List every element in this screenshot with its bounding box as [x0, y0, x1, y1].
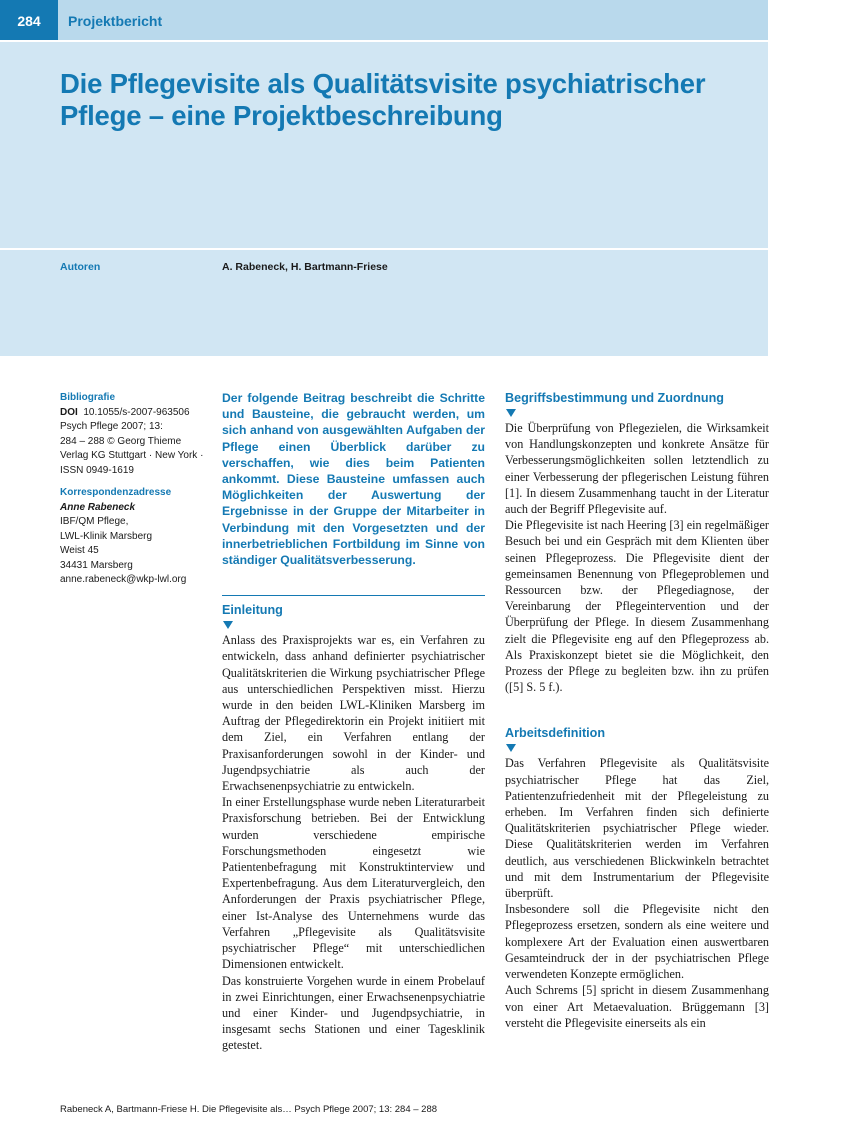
paragraph: Das konstruierte Vorgehen wurde in einem Probelauf in zwei Einrichtungen, einer Erwachsenenpsychiatrie und einer Kinder- und Jugendpsychiatrie, in insgesamt sechs Stationen und einer Tagesklinik getestet.	[222, 973, 485, 1053]
triangle-down-icon	[223, 621, 233, 629]
authors-label: Autoren	[60, 261, 101, 273]
page-number: 284	[0, 0, 58, 40]
paragraph: Insbesondere soll die Pflegevisite nicht den Pflegeprozess ersetzen, sondern als eine weitere und komplexere Art der Evaluation einen auswertbaren Gesamteindruck der in der psychiatrischen Pflege verwendeten Konzepte ermöglichen.	[505, 902, 769, 982]
correspondence-heading: Korrespondenzadresse	[60, 487, 172, 498]
title-line-1: Die Pflegevisite als Qualitätsvisite psychiatrischer	[60, 68, 706, 99]
bib-line: Psych Pflege 2007; 13:	[60, 421, 163, 432]
paragraph: Anlass des Praxisprojekts war es, ein Verfahren zu entwickeln, dass anhand definierter psychiatrischer Qualitätskriterien die Wirkung psychiatrischer Pflege aus unterschiedlichen Perspektiven misst. Hierzu wurde in den beiden LWL-Kliniken Marsberg im Auftrag der Pflegedirektorin ein Projekt initiiert mit dem Ziel, ein Verfahren entlang der Praxisanforderungen sowohl in der Kinder- und Jugendpsychiatrie als auch der Erwachsenenpsychiatrie zu entwickeln.	[222, 633, 485, 794]
address-line: IBF/QM Pflege,	[60, 516, 129, 527]
email-link[interactable]: anne.rabeneck@wkp-lwl.org	[60, 574, 187, 585]
triangle-down-icon	[506, 409, 516, 417]
divider	[0, 248, 768, 250]
section-label: Projektbericht	[68, 13, 163, 29]
triangle-down-icon	[506, 744, 516, 752]
paragraph: Die Pflegevisite ist nach Heering [3] ein regelmäßiger Besuch bei und ein Gespräch mit dem Klienten über seinen Pflegeprozess. Die Pflegevisite dient der gemeinsamen Benennung von Pflegeproblemen und Ressourcen bzw. der Pflegediagnose, der Vereinbarung der Pflegeintervention und der Überprüfung der Pflege. In diesem Zusammenhang zielt die Pflegevisite eng auf den Pflegeprozess ab. Als Praxiskonzept bietet sie die Möglichkeit, den Prozess der Pflege zu begleiten bzw. ihn zu prüfen ([5] S. 5 f.).	[505, 518, 769, 695]
heading-einleitung: Einleitung	[222, 603, 283, 618]
article-title	[60, 68, 760, 132]
sidebar	[60, 391, 208, 588]
title-line-2: Pflege – eine Projektbeschreibung	[60, 100, 503, 131]
authors: A. Rabeneck, H. Bartmann-Friese	[222, 261, 388, 273]
divider	[0, 40, 768, 42]
paragraph: In einer Erstellungsphase wurde neben Literaturarbeit Praxisforschung betrieben. Bei der Entwicklung wurden verschiedene empirische Forschungsmethoden eingesetzt wie Patientenbefragung mit Konstruktinterview und Expertenbefragung. Aus dem Literaturvergleich, den Anforderungen der Praxis psychiatrischer Pflege, einer Ist-Analyse des Unternehmens wurde das Verfahren „Pflegevisite als Qualitätsvisite psychiatrischer Pflege“ mit unterschiedlichen Dimensionen entwickelt.	[222, 795, 485, 972]
header-banner	[0, 0, 768, 356]
heading-arbeitsdefinition: Arbeitsdefinition	[505, 726, 606, 741]
abstract: Der folgende Beitrag beschreibt die Schritte und Bausteine, die gebraucht werden, um sich anhand von ausgewählten Aufgaben der Pflege einen Überblick darüber zu verschaffen, wie dies beim Patienten ankommt. Diese Bausteine umfassen auch Möglichkeiten der Auswertung der Ergebnisse in der Gruppe der Mitarbeiter in Verbindung mit den Vorgesetzten und der innerbetrieblichen Fortbildung im Sinne von ständiger Qualitätsverbesserung.	[222, 391, 485, 568]
bib-line: 284 – 288 © Georg Thieme	[60, 435, 182, 447]
doi-line	[60, 406, 208, 421]
paragraph: Das Verfahren Pflegevisite als Qualitätsvisite psychiatrischer Pflege hat das Ziel, Patientenzufriedenheit mit der Pflegeleistung zu erheben. Im Verfahren finden sich definierte Qualitätskriterien psychiatrischer Pflege wieder. Diese Qualitätskriterien werden im Verfahren deutlich, aus verschiedenen Blickwinkeln betrachtet und mit dem Instrumentarium der Pflegevisite überprüft.	[505, 756, 769, 901]
heading-begriffsbestimmung: Begriffsbestimmung und Zuordnung	[505, 391, 724, 405]
column-1	[222, 390, 485, 1054]
address-line: LWL-Klinik Marsberg	[60, 530, 153, 542]
paragraph: Auch Schrems [5] spricht in diesem Zusammenhang von einer Art Metaevaluation. Brüggemann [3] versteht die Pflegevisite einerseits als ein	[505, 983, 769, 1030]
page-footer: Rabeneck A, Bartmann-Friese H. Die Pflegevisite als… Psych Pflege 2007; 13: 284 – 288	[60, 1104, 438, 1115]
bib-line: Verlag KG Stuttgart · New York ·	[60, 450, 204, 461]
correspondent-name: Anne Rabeneck	[60, 501, 136, 513]
section-rule	[222, 595, 485, 596]
bib-line: ISSN 0949-1619	[60, 464, 134, 476]
paragraph: Die Überprüfung von Pflegezielen, die Wirksamkeit von Handlungskonzepten und konkrete Ansätze für Verbesserungsmöglichkeiten sollen letztendlich zu einer Verbesserung der pflegerischen Leistung führen [1]. In diesem Zusammenhang taucht in der Literatur auch der Begriff Pflegevisite auf.	[505, 421, 769, 517]
address-line: Weist 45	[60, 545, 99, 556]
column-2	[505, 390, 769, 1031]
doi-label: DOI	[60, 406, 78, 418]
address-line: 34431 Marsberg	[60, 559, 133, 571]
doi-value: 10.1055/s-2007-963506	[83, 406, 190, 418]
bibliography-heading: Bibliografie	[60, 392, 116, 403]
